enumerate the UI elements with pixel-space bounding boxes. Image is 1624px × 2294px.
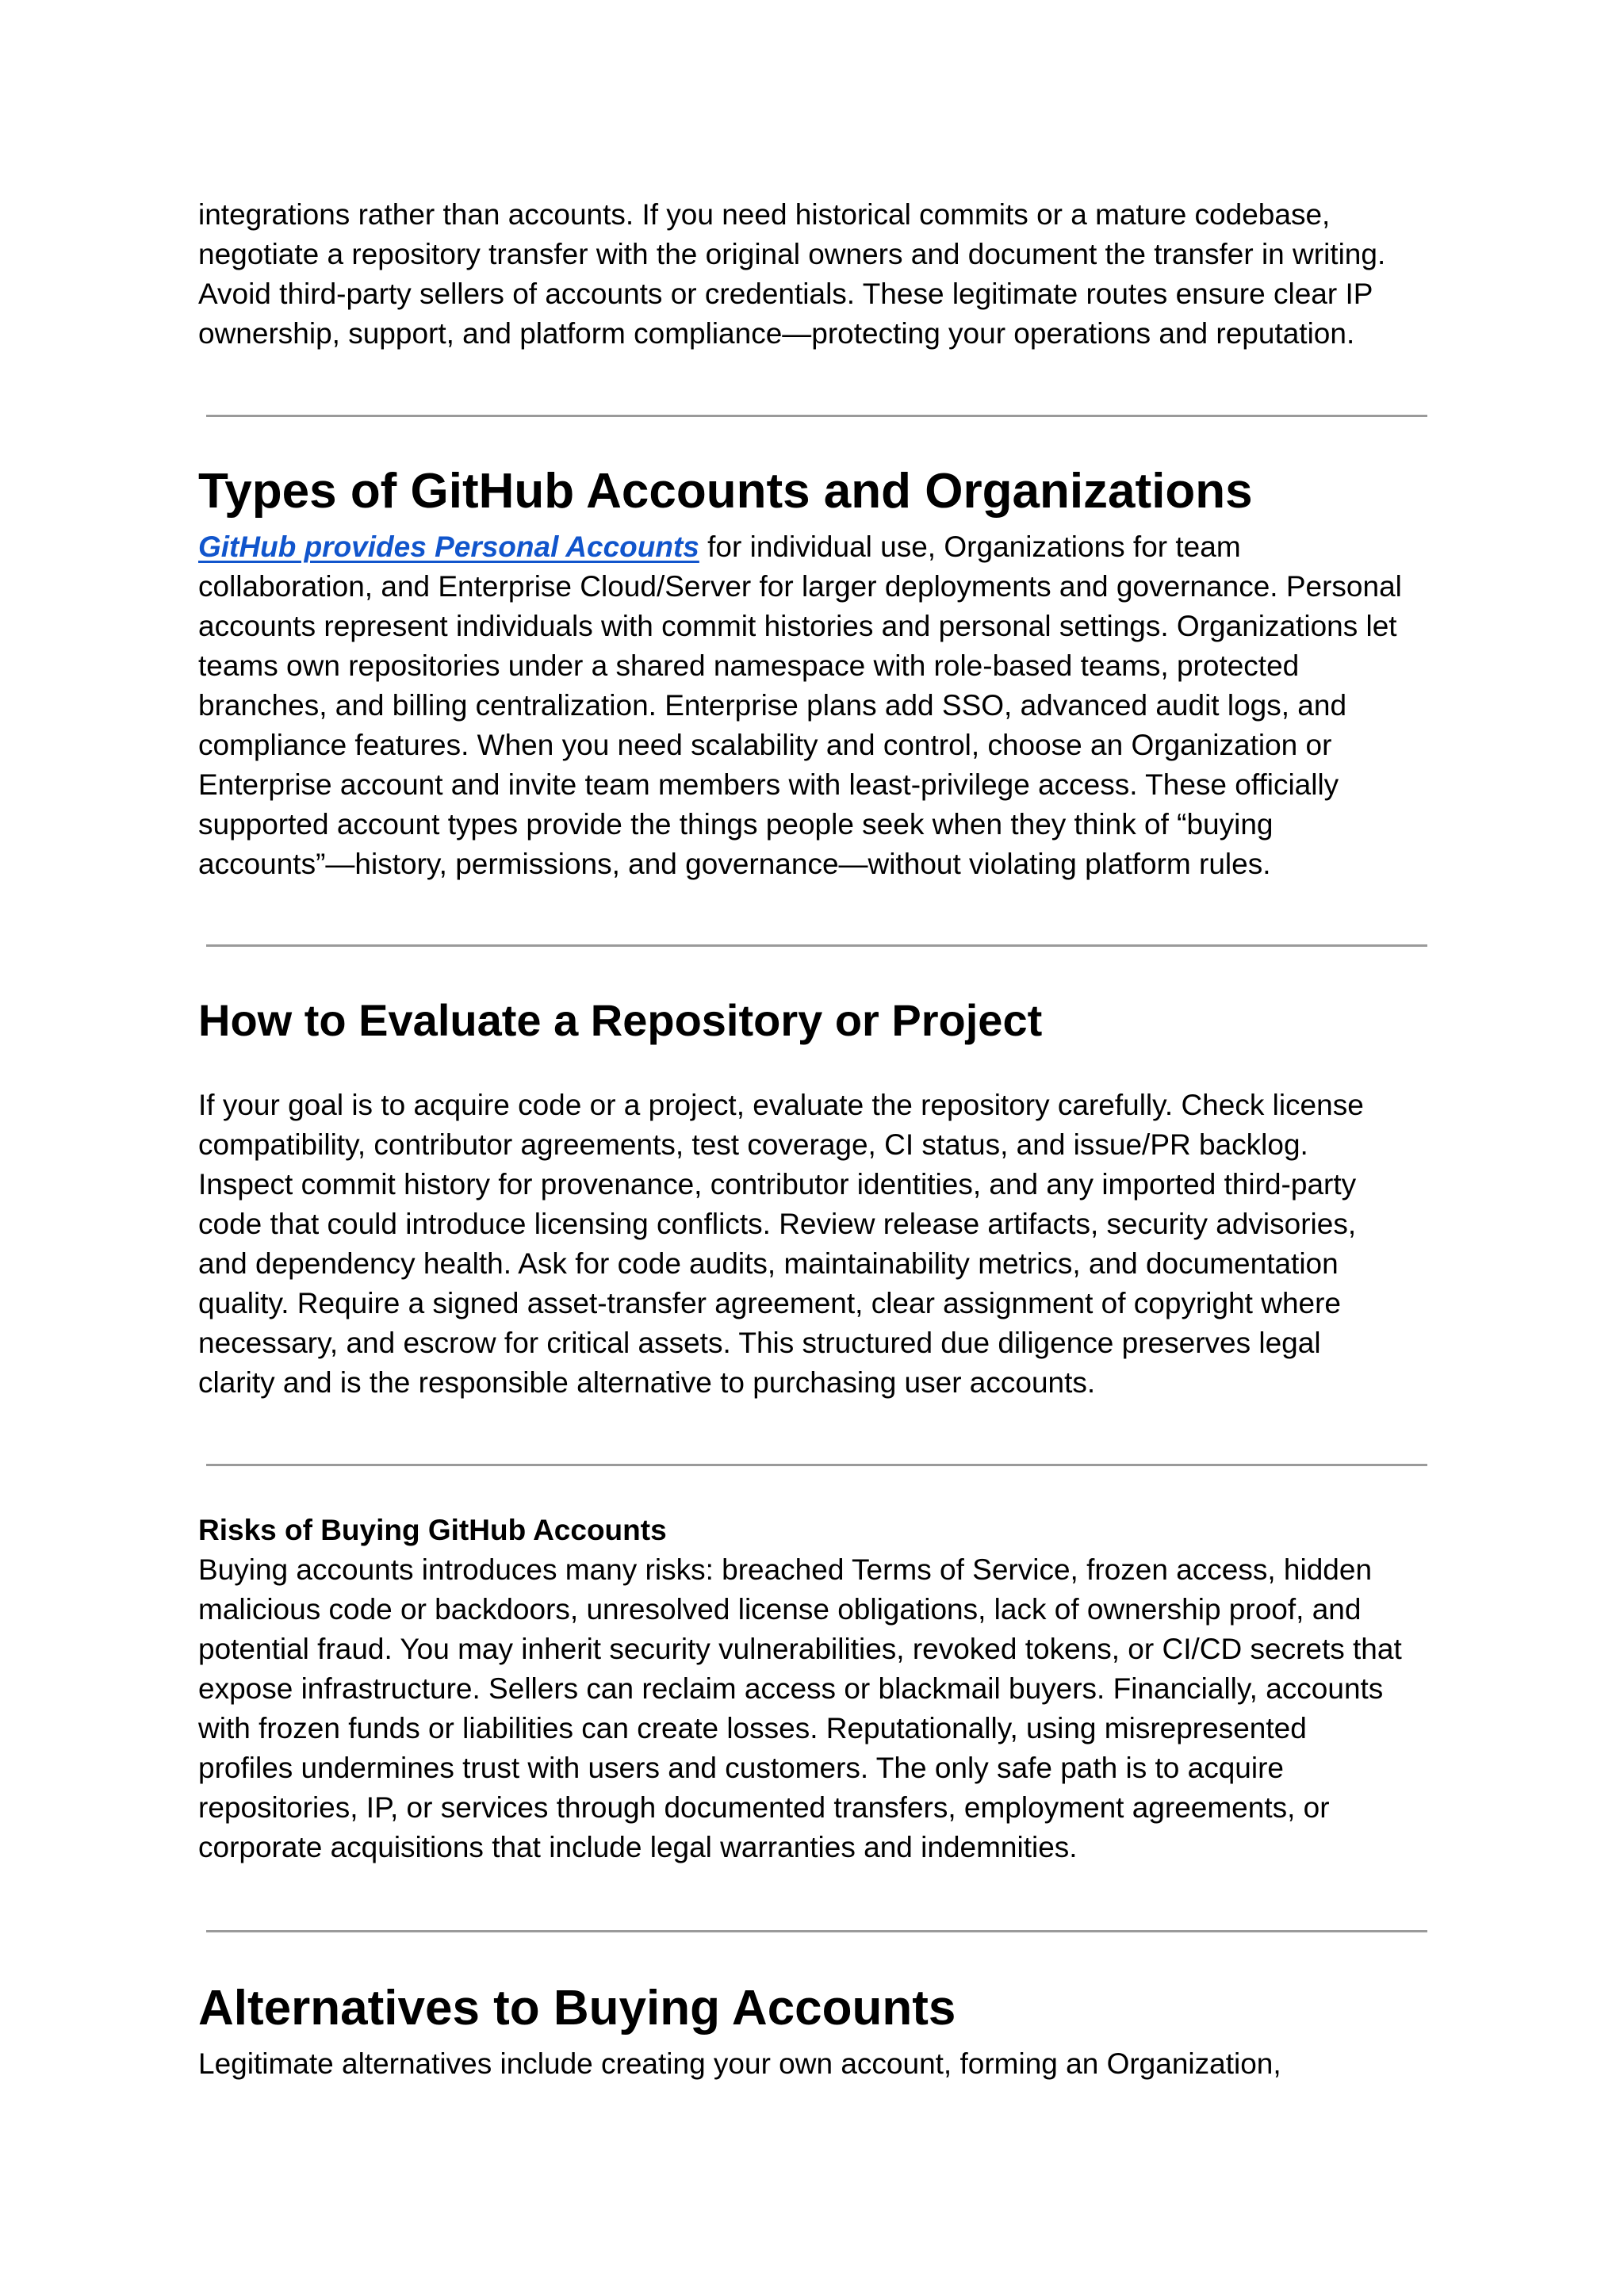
horizontal-divider xyxy=(206,944,1427,947)
horizontal-divider xyxy=(206,1930,1427,1932)
types-body-text: collaboration, and Enterprise Cloud/Server for larger deployments and governance. Personal accounts represent individuals with commit histories and personal settings. Organizations let teams own repositories under a shared namespace with role-based teams, protected branches, and billing centralization. Enterprise plans add SSO, advanced audit logs, and compliance features. When you need scalability and control, choose an Organization or Enterprise account and invite team members with least-privilege access. These officially supported account types provide the things people seek when they think of “buying accounts”—history, permissions, and governance—without violating platform rules. xyxy=(198,570,1402,880)
horizontal-divider xyxy=(206,415,1427,417)
section-heading-evaluate: How to Evaluate a Repository or Project xyxy=(198,995,1043,1045)
alternatives-paragraph: Legitimate alternatives include creating your own account, forming an Organization, xyxy=(198,2047,1281,2080)
section-heading-types: Types of GitHub Accounts and Organizations xyxy=(198,464,1253,519)
intro-paragraph: integrations rather than accounts. If you need historical commits or a mature codebase, negotiate a repository transfer with the original owners and document the transfer in writing. Avoid third-party sellers of accounts or credentials. These legitimate routes ensure clear IP ownership, support, and platform compliance—protecting your operations and reputation. xyxy=(198,198,1386,350)
risks-paragraph: Buying accounts introduces many risks: breached Terms of Service, frozen access, hidden malicious code or backdoors, unresolved license obligations, lack of ownership proof, and potential fraud. You may inherit security vulnerabilities, revoked tokens, or CI/CD secrets that expose infrastructure. Sellers can reclaim access or blackmail buyers. Financially, accounts with frozen funds or liabilities can create losses. Reputationally, using misrepresented profiles undermines trust with users and customers. The only safe path is to acquire repositories, IP, or services through documented transfers, employment agreements, or corporate acquisitions that include legal warranties and indemnities. xyxy=(198,1553,1402,1863)
horizontal-divider xyxy=(206,1464,1427,1466)
types-first-line-text: for individual use, Organizations for team xyxy=(699,530,1241,563)
section-heading-risks: Risks of Buying GitHub Accounts xyxy=(198,1514,667,1546)
personal-accounts-link[interactable]: GitHub provides Personal Accounts xyxy=(198,530,699,563)
evaluate-paragraph: If your goal is to acquire code or a project, evaluate the repository carefully. Check license compatibility, contributor agreements, test coverage, CI status, and issue/PR backlog. Inspect commit history for provenance, contributor identities, and any imported third-party code that could introduce licensing conflicts. Review release artifacts, security advisories, and dependency health. Ask for code audits, maintainability metrics, and documentation quality. Require a signed asset-transfer agreement, clear assignment of copyright where necessary, and escrow for critical assets. This structured due diligence preserves legal clarity and is the responsible alternative to purchasing user accounts. xyxy=(198,1089,1364,1399)
section-heading-alternatives: Alternatives to Buying Accounts xyxy=(198,1981,956,2035)
types-paragraph xyxy=(198,527,1451,884)
